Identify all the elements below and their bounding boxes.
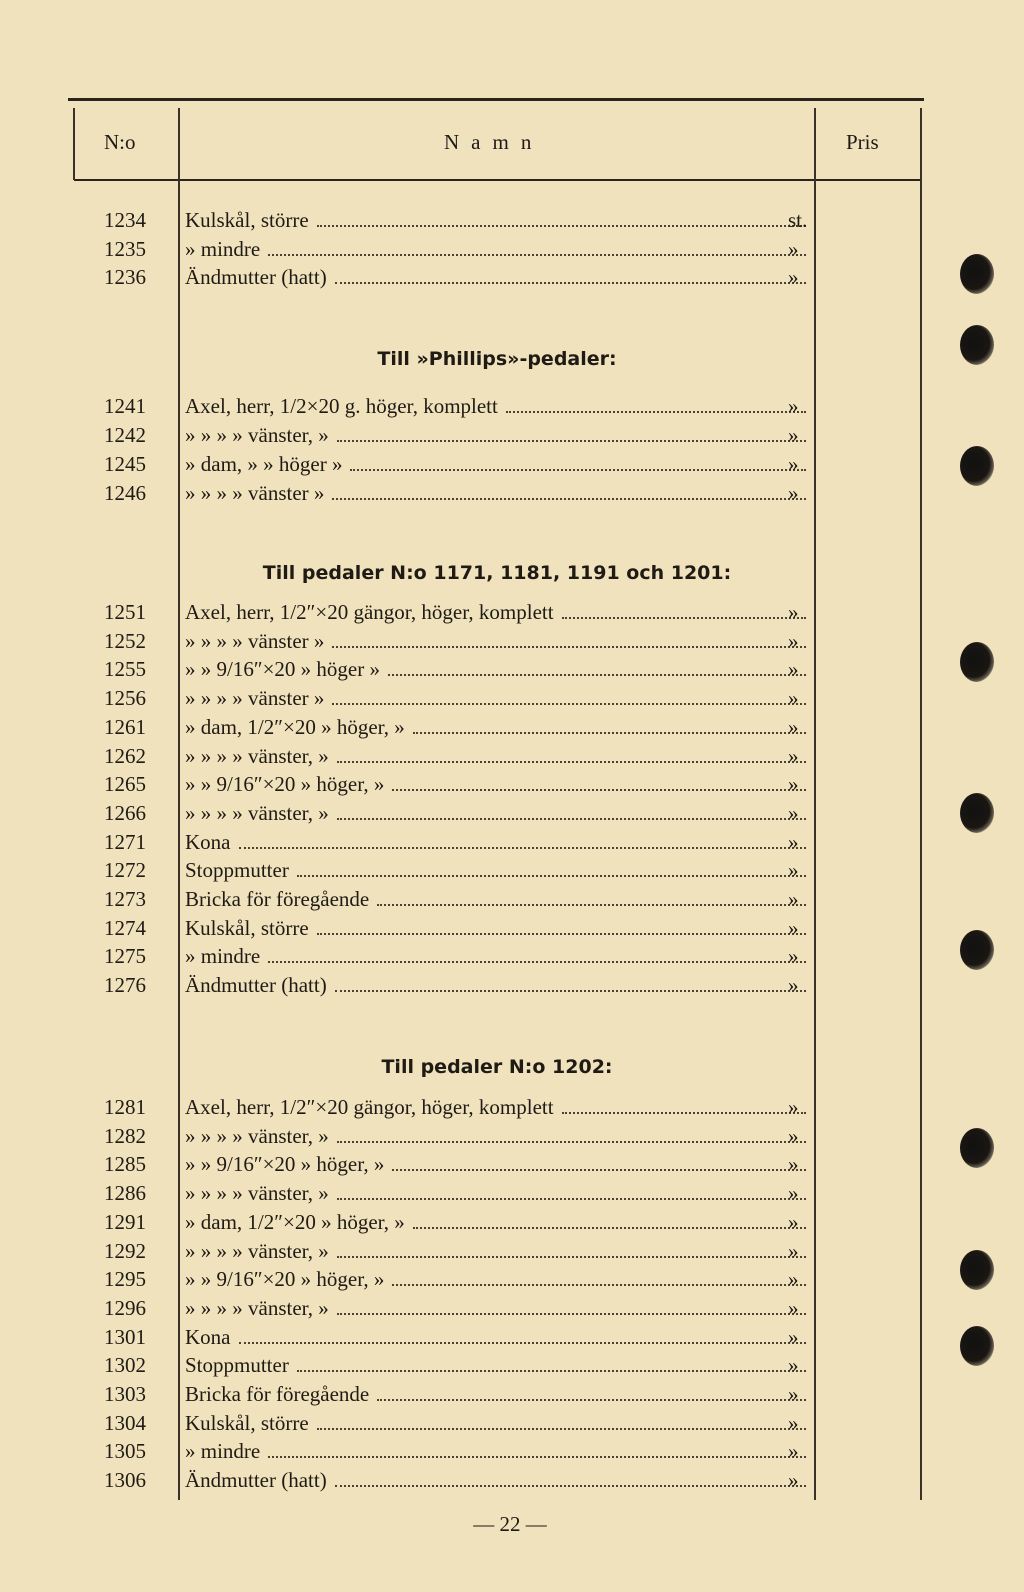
- item-unit: »: [788, 394, 799, 418]
- item-number: 1301: [104, 1324, 146, 1349]
- item-unit: »: [788, 1123, 799, 1148]
- item-number: 1286: [104, 1181, 146, 1206]
- dot-leader: [337, 440, 806, 442]
- item-number: 1236: [104, 265, 146, 289]
- punch-hole: [960, 930, 994, 970]
- item-description-text: Bricka för föregående: [185, 1382, 370, 1406]
- table-row: [0, 235, 1024, 263]
- table-row: [0, 1122, 1024, 1150]
- table-row: [0, 450, 1024, 478]
- table-row: [0, 942, 1024, 970]
- item-number: 1235: [104, 236, 146, 261]
- table-row: [0, 206, 1024, 234]
- item-description-text: Kulskål, större: [185, 208, 309, 232]
- table-row: [0, 742, 1024, 770]
- item-description: [185, 1122, 806, 1150]
- item-description: [185, 655, 806, 683]
- section-heading-pedaler-1171: Till pedaler N:o 1171, 1181, 1191 och 1201:: [262, 562, 732, 584]
- item-unit: »: [788, 973, 799, 998]
- item-description: [185, 1179, 806, 1207]
- punch-hole: [960, 254, 994, 294]
- item-number: 1304: [104, 1410, 146, 1435]
- table-row: [0, 1351, 1024, 1379]
- item-number: 1245: [104, 452, 146, 476]
- dot-leader: [388, 674, 806, 676]
- table-row: [0, 1237, 1024, 1265]
- item-unit: »: [788, 915, 799, 940]
- item-number: 1295: [104, 1267, 146, 1292]
- punch-hole: [960, 793, 994, 833]
- item-description-text: » » 9/16″×20 » höger »: [185, 657, 380, 682]
- section-heading-pedaler-1202: Till pedaler N:o 1202:: [381, 1056, 613, 1078]
- dot-leader: [335, 990, 806, 992]
- item-number: 1234: [104, 208, 146, 232]
- item-unit: »: [788, 887, 799, 911]
- item-description-text: Axel, herr, 1/2×20 g. höger, komplett: [185, 394, 498, 418]
- dot-leader: [392, 1169, 806, 1171]
- table-row: [0, 799, 1024, 827]
- item-number: 1302: [104, 1353, 146, 1378]
- column-divider: [73, 108, 75, 180]
- punch-hole: [960, 1250, 994, 1290]
- item-description-text: » mindre: [185, 236, 261, 261]
- item-description: [185, 885, 806, 913]
- item-number: 1251: [104, 600, 146, 624]
- dot-leader: [350, 469, 806, 471]
- item-description: [185, 1093, 806, 1121]
- item-unit: »: [788, 1267, 799, 1292]
- table-row: [0, 1323, 1024, 1351]
- item-description: [185, 206, 806, 234]
- item-description: [185, 1437, 806, 1465]
- item-unit: »: [788, 1152, 799, 1177]
- table-row: [0, 479, 1024, 507]
- item-description: [185, 421, 806, 449]
- item-description-text: Axel, herr, 1/2″×20 gängor, höger, komplett: [185, 600, 554, 624]
- table-row: [0, 1294, 1024, 1322]
- item-description: [185, 914, 806, 942]
- item-description: [185, 799, 806, 827]
- dot-leader: [377, 1399, 806, 1401]
- table-row: [0, 263, 1024, 291]
- item-unit: »: [788, 1324, 799, 1349]
- table-row: [0, 1380, 1024, 1408]
- item-description: [185, 1150, 806, 1178]
- item-description-text: » » » » vänster, »: [185, 1123, 329, 1148]
- item-description-text: Stoppmutter: [185, 858, 289, 883]
- item-unit: »: [788, 452, 799, 476]
- column-header-name: Namn: [444, 130, 544, 154]
- item-description-text: » dam, 1/2″×20 » höger, »: [185, 1209, 405, 1234]
- item-number: 1285: [104, 1152, 146, 1177]
- item-description: [185, 1323, 806, 1351]
- table-row: [0, 1409, 1024, 1437]
- item-description-text: » » » » vänster, »: [185, 1181, 329, 1206]
- item-description: [185, 235, 806, 263]
- item-unit: »: [788, 265, 799, 289]
- item-description-text: » » 9/16″×20 » höger, »: [185, 1267, 385, 1292]
- table-row: [0, 655, 1024, 683]
- dot-leader: [337, 818, 806, 820]
- item-description-text: » » » » vänster »: [185, 628, 325, 653]
- item-unit: »: [788, 743, 799, 768]
- dot-leader: [506, 411, 806, 413]
- table-row: [0, 1179, 1024, 1207]
- item-unit: »: [788, 686, 799, 711]
- item-number: 1276: [104, 973, 146, 998]
- item-unit: »: [788, 1238, 799, 1263]
- dot-leader: [337, 1141, 806, 1143]
- item-description: [185, 263, 806, 291]
- table-row: [0, 856, 1024, 884]
- item-description: [185, 450, 806, 478]
- item-unit: »: [788, 944, 799, 969]
- dot-leader: [332, 703, 806, 705]
- item-description: [185, 942, 806, 970]
- item-description-text: » dam, » » höger »: [185, 452, 343, 476]
- item-unit: »: [788, 1095, 799, 1119]
- item-description-text: » » » » vänster, »: [185, 423, 329, 447]
- item-number: 1261: [104, 714, 146, 739]
- item-description: [185, 1466, 806, 1494]
- item-number: 1303: [104, 1382, 146, 1406]
- page-number: — 22 —: [473, 1512, 547, 1536]
- item-description-text: Kulskål, större: [185, 915, 309, 940]
- section-heading-phillips: Till »Phillips»-pedaler:: [377, 348, 617, 370]
- item-unit: »: [788, 657, 799, 682]
- item-description: [185, 392, 806, 420]
- item-number: 1246: [104, 481, 146, 505]
- item-number: 1275: [104, 944, 146, 969]
- dot-leader: [268, 961, 806, 963]
- item-description-text: » » » » vänster »: [185, 481, 325, 505]
- item-unit: »: [788, 1439, 799, 1464]
- table-row: [0, 1265, 1024, 1293]
- item-number: 1242: [104, 423, 146, 447]
- item-number: 1256: [104, 686, 146, 711]
- dot-leader: [337, 761, 806, 763]
- column-header-number: N:o: [104, 130, 136, 154]
- item-description: [185, 479, 806, 507]
- item-unit: »: [788, 481, 799, 505]
- header-rule: [74, 179, 922, 181]
- item-number: 1281: [104, 1095, 146, 1119]
- item-unit: »: [788, 858, 799, 883]
- dot-leader: [337, 1313, 806, 1315]
- item-description: [185, 856, 806, 884]
- item-description-text: Kona: [185, 829, 231, 854]
- table-row: [0, 1466, 1024, 1494]
- item-unit: st.: [788, 208, 808, 232]
- item-number: 1282: [104, 1123, 146, 1148]
- item-number: 1292: [104, 1238, 146, 1263]
- dot-leader: [332, 498, 806, 500]
- item-description: [185, 1208, 806, 1236]
- item-description-text: Ändmutter (hatt): [185, 973, 327, 998]
- item-description: [185, 1237, 806, 1265]
- item-description-text: » » » » vänster, »: [185, 800, 329, 825]
- dot-leader: [413, 732, 806, 734]
- item-description: [185, 598, 806, 626]
- item-description: [185, 1294, 806, 1322]
- item-description-text: » » 9/16″×20 » höger, »: [185, 1152, 385, 1177]
- item-description: [185, 742, 806, 770]
- table-row: [0, 971, 1024, 999]
- item-number: 1273: [104, 887, 146, 911]
- dot-leader: [335, 282, 806, 284]
- item-description-text: » » 9/16″×20 » höger, »: [185, 772, 385, 797]
- item-number: 1296: [104, 1295, 146, 1320]
- dot-leader: [337, 1256, 806, 1258]
- item-unit: »: [788, 1353, 799, 1378]
- dot-leader: [332, 646, 806, 648]
- dot-leader: [413, 1227, 806, 1229]
- table-row: [0, 627, 1024, 655]
- item-description: [185, 971, 806, 999]
- item-unit: »: [788, 800, 799, 825]
- item-number: 1291: [104, 1209, 146, 1234]
- punch-hole: [960, 325, 994, 365]
- column-header-price: Pris: [846, 130, 879, 154]
- item-description: [185, 1265, 806, 1293]
- dot-leader: [297, 1370, 806, 1372]
- item-unit: »: [788, 1181, 799, 1206]
- dot-leader: [562, 1112, 806, 1114]
- dot-leader: [317, 1428, 806, 1430]
- item-number: 1265: [104, 772, 146, 797]
- punch-hole: [960, 642, 994, 682]
- table-row: [0, 1208, 1024, 1236]
- item-description: [185, 1380, 806, 1408]
- item-unit: »: [788, 1410, 799, 1435]
- item-number: 1252: [104, 628, 146, 653]
- item-number: 1306: [104, 1468, 146, 1493]
- top-rule: [68, 98, 924, 101]
- item-number: 1305: [104, 1439, 146, 1464]
- item-description: [185, 684, 806, 712]
- table-row: [0, 392, 1024, 420]
- item-unit: »: [788, 600, 799, 624]
- dot-leader: [337, 1198, 806, 1200]
- item-description-text: » » » » vänster, »: [185, 1238, 329, 1263]
- dot-leader: [317, 933, 806, 935]
- item-description: [185, 1351, 806, 1379]
- item-unit: »: [788, 1382, 799, 1406]
- dot-leader: [239, 847, 807, 849]
- item-description-text: » » » » vänster »: [185, 686, 325, 711]
- table-row: [0, 598, 1024, 626]
- item-description-text: » mindre: [185, 944, 261, 969]
- item-description: [185, 828, 806, 856]
- item-description-text: » dam, 1/2″×20 » höger, »: [185, 714, 405, 739]
- table-row: [0, 421, 1024, 449]
- dot-leader: [392, 1284, 806, 1286]
- table-row: [0, 1150, 1024, 1178]
- dot-leader: [297, 875, 806, 877]
- punch-hole: [960, 446, 994, 486]
- table-row: [0, 828, 1024, 856]
- dot-leader: [377, 904, 806, 906]
- item-description-text: Axel, herr, 1/2″×20 gängor, höger, komplett: [185, 1095, 554, 1119]
- table-row: [0, 684, 1024, 712]
- dot-leader: [239, 1342, 807, 1344]
- dot-leader: [335, 1485, 806, 1487]
- item-unit: »: [788, 829, 799, 854]
- item-unit: »: [788, 1209, 799, 1234]
- dot-leader: [562, 617, 806, 619]
- item-description-text: Kona: [185, 1324, 231, 1349]
- item-unit: »: [788, 772, 799, 797]
- table-row: [0, 1437, 1024, 1465]
- item-unit: »: [788, 1295, 799, 1320]
- item-number: 1266: [104, 800, 146, 825]
- item-description-text: Ändmutter (hatt): [185, 1468, 327, 1493]
- item-number: 1255: [104, 657, 146, 682]
- item-unit: »: [788, 628, 799, 653]
- item-description: [185, 770, 806, 798]
- item-number: 1274: [104, 915, 146, 940]
- table-row: [0, 713, 1024, 741]
- dot-leader: [268, 254, 806, 256]
- item-description-text: » » » » vänster, »: [185, 743, 329, 768]
- item-description-text: Bricka för föregående: [185, 887, 370, 911]
- item-unit: »: [788, 714, 799, 739]
- dot-leader: [268, 1456, 806, 1458]
- item-description-text: » mindre: [185, 1439, 261, 1464]
- item-description-text: Stoppmutter: [185, 1353, 289, 1378]
- item-number: 1271: [104, 829, 146, 854]
- punch-hole: [960, 1326, 994, 1366]
- item-description-text: » » » » vänster, »: [185, 1295, 329, 1320]
- table-row: [0, 1093, 1024, 1121]
- item-number: 1262: [104, 743, 146, 768]
- item-description-text: Ändmutter (hatt): [185, 265, 327, 289]
- item-description: [185, 627, 806, 655]
- dot-leader: [392, 789, 806, 791]
- table-row: [0, 770, 1024, 798]
- punch-hole: [960, 1128, 994, 1168]
- item-description: [185, 713, 806, 741]
- table-row: [0, 885, 1024, 913]
- item-unit: »: [788, 423, 799, 447]
- item-unit: »: [788, 1468, 799, 1493]
- item-description: [185, 1409, 806, 1437]
- item-number: 1272: [104, 858, 146, 883]
- item-unit: »: [788, 236, 799, 261]
- item-description-text: Kulskål, större: [185, 1410, 309, 1435]
- item-number: 1241: [104, 394, 146, 418]
- dot-leader: [317, 225, 806, 227]
- table-row: [0, 914, 1024, 942]
